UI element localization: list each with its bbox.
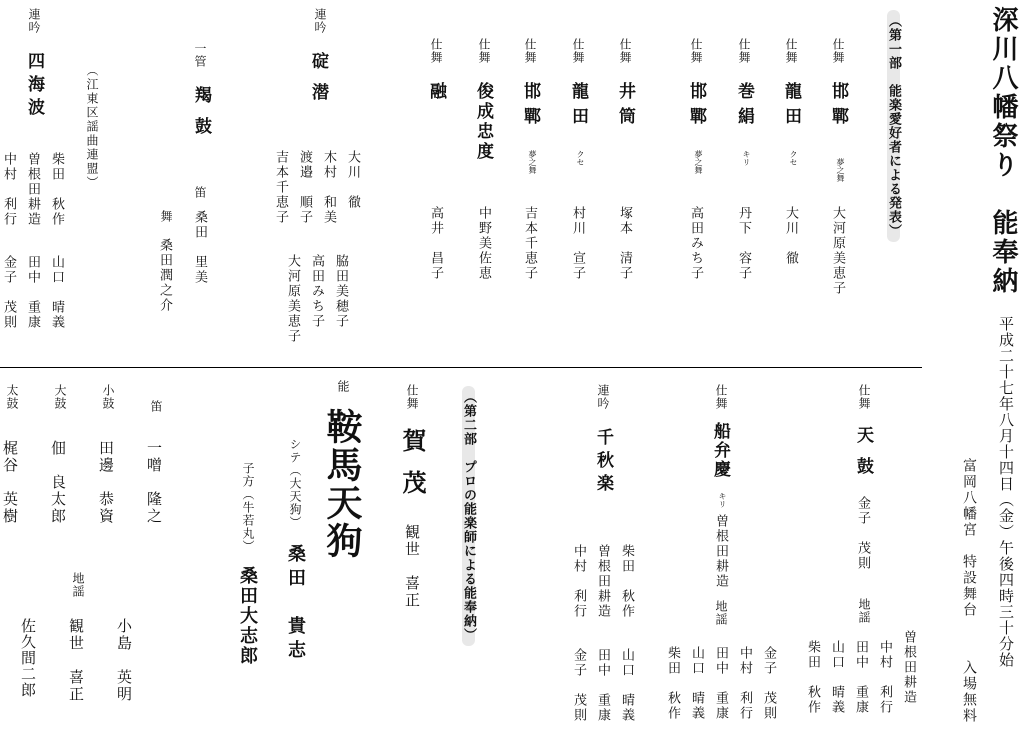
performer-name: 柴田 秋作: [619, 544, 634, 619]
chorus-member: 曽根田耕造: [901, 630, 916, 705]
piece-note: キリ: [718, 492, 727, 508]
performer-name: 高田みち子: [309, 254, 324, 329]
section-divider: [0, 367, 922, 368]
performer-name: 大河原美恵子: [285, 254, 300, 344]
part2-heading: （第二部 プロの能楽師による能奉納）: [462, 386, 475, 646]
performer-name: 曽根田耕造: [25, 152, 40, 227]
role-label: 仕舞: [477, 38, 491, 64]
performer-name: 曽根田耕造: [595, 544, 610, 619]
venue: 富岡八幡宮 特設舞台: [961, 458, 977, 618]
performer-name: 金子 茂則: [1, 255, 16, 330]
piece-title: 邯鄲: [828, 82, 848, 132]
performer-name: 木村 和美: [321, 150, 336, 225]
chorus-member: 観世 喜正: [67, 618, 85, 703]
performer-name: 大川 徹: [783, 206, 798, 266]
role-label: シテ（大天狗）: [288, 438, 302, 529]
chorus-member: 金子 茂則: [761, 646, 776, 721]
piece-title: 邯鄲: [520, 82, 540, 132]
role-label: 舞: [159, 210, 173, 223]
performer-name: 田中 重康: [595, 648, 610, 723]
role-label: 仕舞: [689, 38, 703, 64]
performer-name: 大川 徹: [345, 150, 360, 210]
performer-name: 観世 喜正: [403, 524, 421, 609]
role-label: 連吟: [27, 8, 41, 34]
piece-title: 賀茂: [398, 428, 427, 512]
role-label: 連吟: [596, 384, 610, 410]
performer-name: 吉本千恵子: [522, 206, 537, 281]
role-label: 仕舞: [618, 38, 632, 64]
piece-title: 龍田: [568, 82, 588, 132]
admission: 入場無料: [961, 660, 977, 724]
role-label: 連吟: [313, 8, 327, 34]
performer-name: 桑田大志郎: [237, 566, 258, 666]
performer-name: 梶谷 英樹: [1, 440, 19, 525]
piece-note: 夢之舞: [694, 150, 703, 174]
role-label: 地謡: [71, 572, 85, 598]
chorus-member: 山口 晴義: [829, 640, 844, 715]
performer-name: 田邊 恭資: [97, 440, 115, 525]
piece-note: 夢之舞: [836, 158, 845, 182]
role-label: 地謡: [714, 600, 728, 626]
performer-name: 村川 宣子: [570, 206, 585, 281]
chorus-member: 中村 利行: [737, 646, 752, 721]
chorus-member: 佐久間二郎: [19, 618, 37, 698]
performer-name: 中村 利行: [571, 544, 586, 619]
role-label: 仕舞: [831, 38, 845, 64]
role-label: 仕舞: [857, 384, 871, 410]
noh-title: 鞍馬天狗: [321, 408, 363, 560]
performer-name: 高田みち子: [688, 206, 703, 281]
performer-name: 桑田 貴志: [285, 544, 306, 664]
performer-name: 柴田 秋作: [49, 152, 64, 227]
role-label: 笛: [193, 186, 207, 199]
piece-title: 四海波: [24, 52, 44, 121]
chorus-member: 田中 重康: [853, 640, 868, 715]
performance-date: 平成二十七年八月十四日（金）午後四時三十分始: [997, 316, 1015, 668]
chorus-member: 中村 利行: [877, 640, 892, 715]
piece-title: 融: [426, 82, 446, 107]
performer-name: 渡邉 順子: [297, 150, 312, 225]
piece-title: 天鼓: [853, 426, 873, 488]
group-name: （江東区謡曲連盟）: [85, 64, 99, 190]
piece-title: 羯鼓: [191, 86, 211, 148]
page-title: 深川八幡祭り 能奉納: [988, 6, 1018, 296]
piece-note: キリ: [742, 150, 751, 166]
role-label: 子方（牛若丸）: [241, 462, 255, 553]
performer-name: 一噌 隆之: [145, 440, 163, 525]
role-label: 笛: [149, 400, 163, 413]
role-label: 能: [336, 380, 350, 393]
performer-name: 中村 利行: [1, 152, 16, 227]
chorus-member: 小島 英明: [115, 618, 133, 703]
role-label: 大鼓: [53, 384, 67, 410]
piece-title: 船弁慶: [710, 422, 730, 479]
piece-note: クセ: [576, 150, 585, 166]
performer-name: 桑田潤之介: [157, 238, 172, 313]
piece-title: 千秋楽: [593, 428, 613, 497]
role-label: 地謡: [857, 598, 871, 624]
performer-name: 金子 茂則: [571, 648, 586, 723]
role-label: 仕舞: [429, 38, 443, 64]
performer-name: 塚本 清子: [617, 206, 632, 281]
piece-title: 俊成忠度: [473, 82, 493, 162]
performer-name: 田中 重康: [25, 255, 40, 330]
piece-title: 井筒: [615, 82, 635, 132]
performer-name: 大河原美恵子: [830, 206, 845, 296]
piece-title: 巻絹: [734, 82, 754, 132]
performer-name: 佃 良太郎: [49, 440, 67, 525]
role-label: 小鼓: [101, 384, 115, 410]
role-label: 太鼓: [5, 384, 19, 410]
chorus-member: 山口 晴義: [689, 646, 704, 721]
part1-heading: （第一部 能楽愛好者による発表）: [887, 10, 900, 242]
role-label: 仕舞: [523, 38, 537, 64]
role-label: 仕舞: [784, 38, 798, 64]
performer-name: 吉本千恵子: [273, 150, 288, 225]
performer-name: 曽根田耕造: [713, 514, 728, 589]
role-label: 仕舞: [737, 38, 751, 64]
chorus-member: 田中 重康: [713, 646, 728, 721]
piece-note: 夢之舞: [528, 150, 537, 174]
piece-title: 龍田: [781, 82, 801, 132]
role-label: 一管: [193, 42, 207, 68]
piece-title: 邯鄲: [686, 82, 706, 132]
performer-name: 金子 茂則: [855, 496, 870, 571]
performer-name: 脇田美穂子: [333, 254, 348, 329]
performer-name: 山口 晴義: [49, 255, 64, 330]
chorus-member: 柴田 秋作: [665, 646, 680, 721]
chorus-member: 柴田 秋作: [805, 640, 820, 715]
performer-name: 山口 晴義: [619, 648, 634, 723]
role-label: 仕舞: [405, 384, 419, 410]
performer-name: 中野美佐恵: [476, 206, 491, 281]
piece-title: 碇潜: [308, 52, 328, 114]
role-label: 仕舞: [714, 384, 728, 410]
role-label: 仕舞: [571, 38, 585, 64]
piece-note: クセ: [789, 150, 798, 166]
performer-name: 高井 昌子: [428, 206, 443, 281]
performer-name: 丹下 容子: [736, 206, 751, 281]
performer-name: 桑田 里美: [192, 210, 207, 285]
